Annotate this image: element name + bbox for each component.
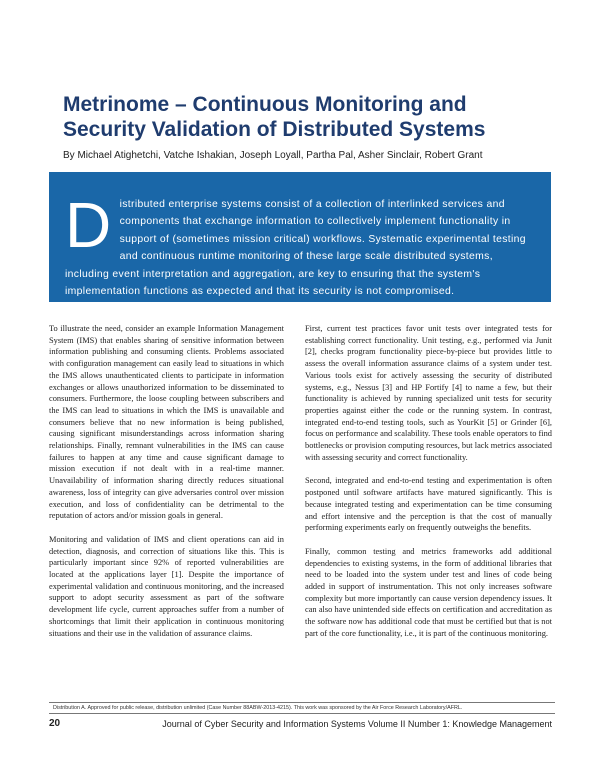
article-title: Metrinome – Continuous Monitoring and Security Validation of Distributed Systems (63, 93, 486, 141)
journal-name: Journal of Cyber Security and Information Systems Volume II Number 1: Knowledge Management (162, 719, 552, 729)
body-paragraph: To illustrate the need, consider an example Information Management System (IMS) that enables sharing of sensitive information between information publishing and consuming clients. Problems associated with configuration management can easily lead to situations in which the IMS allows unauthenticated clients to participate in information exchanges or allows unauthorized information to be disseminated to consumers. Furthermore, the loose coupling between subscribers and the IMS can lead to situations in which the IMS is unavailable and consumers believe that no new information is being published, causing significant misunderstandings across information sharing relationships. Finally, remnant vulnerabilities in the IMS can cause failures to happen at any time and cause significant damage to mission execution if not dealt with in a real-time manner. Unavailability of information sharing directly reduces situational awareness, loss of integrity can give adversaries control over mission execution, and loss of confidentiality can be detrimental to the reputation of actors and/or mission goals in general. (49, 324, 284, 521)
drop-cap: D (65, 189, 112, 261)
page-number: 20 (49, 718, 61, 729)
body-paragraph: Finally, common testing and metrics frameworks add additional dependencies to existing systems, in the form of additional libraries that need to be loaded into the system under test and lines of code being added in support of instrumentation. This not only increases software complexity but more importantly can cause version dependency issues. It can also have unintended side effects on certification and accreditation as the software now has additional code that must be certified but that is not part of the core functionality, i.e., it is part of the continuous monitoring. (305, 546, 552, 638)
body-paragraph: Second, integrated and end-to-end testing and experimentation is often postponed until software artifacts have matured significantly. This is because integrated testing and experimentation can be time consuming and effort intensive and the perception is that the cost of manually performing experiments early on frequently outweighs the benefits. (305, 476, 552, 533)
abstract-box (49, 172, 551, 302)
right-column (305, 323, 552, 652)
distribution-statement: Distribution A. Approved for public release, distribution unlimited (Case Number 88ABW-2013-4215). This work was sponsored by the Air Force Research Laboratory/AFRL. (49, 702, 555, 714)
left-column (49, 323, 284, 651)
body-paragraph: Monitoring and validation of IMS and client operations can aid in detection, diagnosis, and correction of situations like this. This is particularly important since 92% of reported vulnerabilities are located at the applications layer [1]. Despite the importance of experimental validation and continuous monitoring, and the increased support to adopt security assessment as part of the software development life cycle, current approaches suffer from a number of shortcomings that limit their application in continuous monitoring situations and their use in the validation of assurance claims. (49, 534, 284, 638)
author-list: By Michael Atighetchi, Vatche Ishakian, Joseph Loyall, Partha Pal, Asher Sinclair, Robert Grant (63, 150, 483, 161)
abstract-text: istributed enterprise systems consist of a collection of interlinked services and components that exchange information to collectively implement functionality in support of (sometimes mission critical) workflows. Systematic experimental testing and continuous runtime monitoring of these large scale distributed systems, including event interpretation and aggregation, are key to ensuring that the system's implementation functions as expected and that its security is not compromised. (65, 199, 526, 298)
body-paragraph: First, current test practices favor unit tests over integrated tests for establishing correct functionality. Unit testing, e.g., performed via Junit [2], checks program functionality piece-by-piece but provides little to assess the overall information assurance claims of a system under test. Various tools exist for actively assessing the security of distributed systems, e.g., Nessus [3] and HP Fortify [4] to name a few, but their functionality is achieved by running specialized unit tests for security properties against either the code or the running system. In contrast, integrated end-to-end testing tools, such as YourKit [5] or Grinder [6], focus on performance and scalability. These tools enable operators to find bottlenecks or provision computing resources, but lack metrics associated with assessing security and correct functionality. (305, 324, 552, 462)
